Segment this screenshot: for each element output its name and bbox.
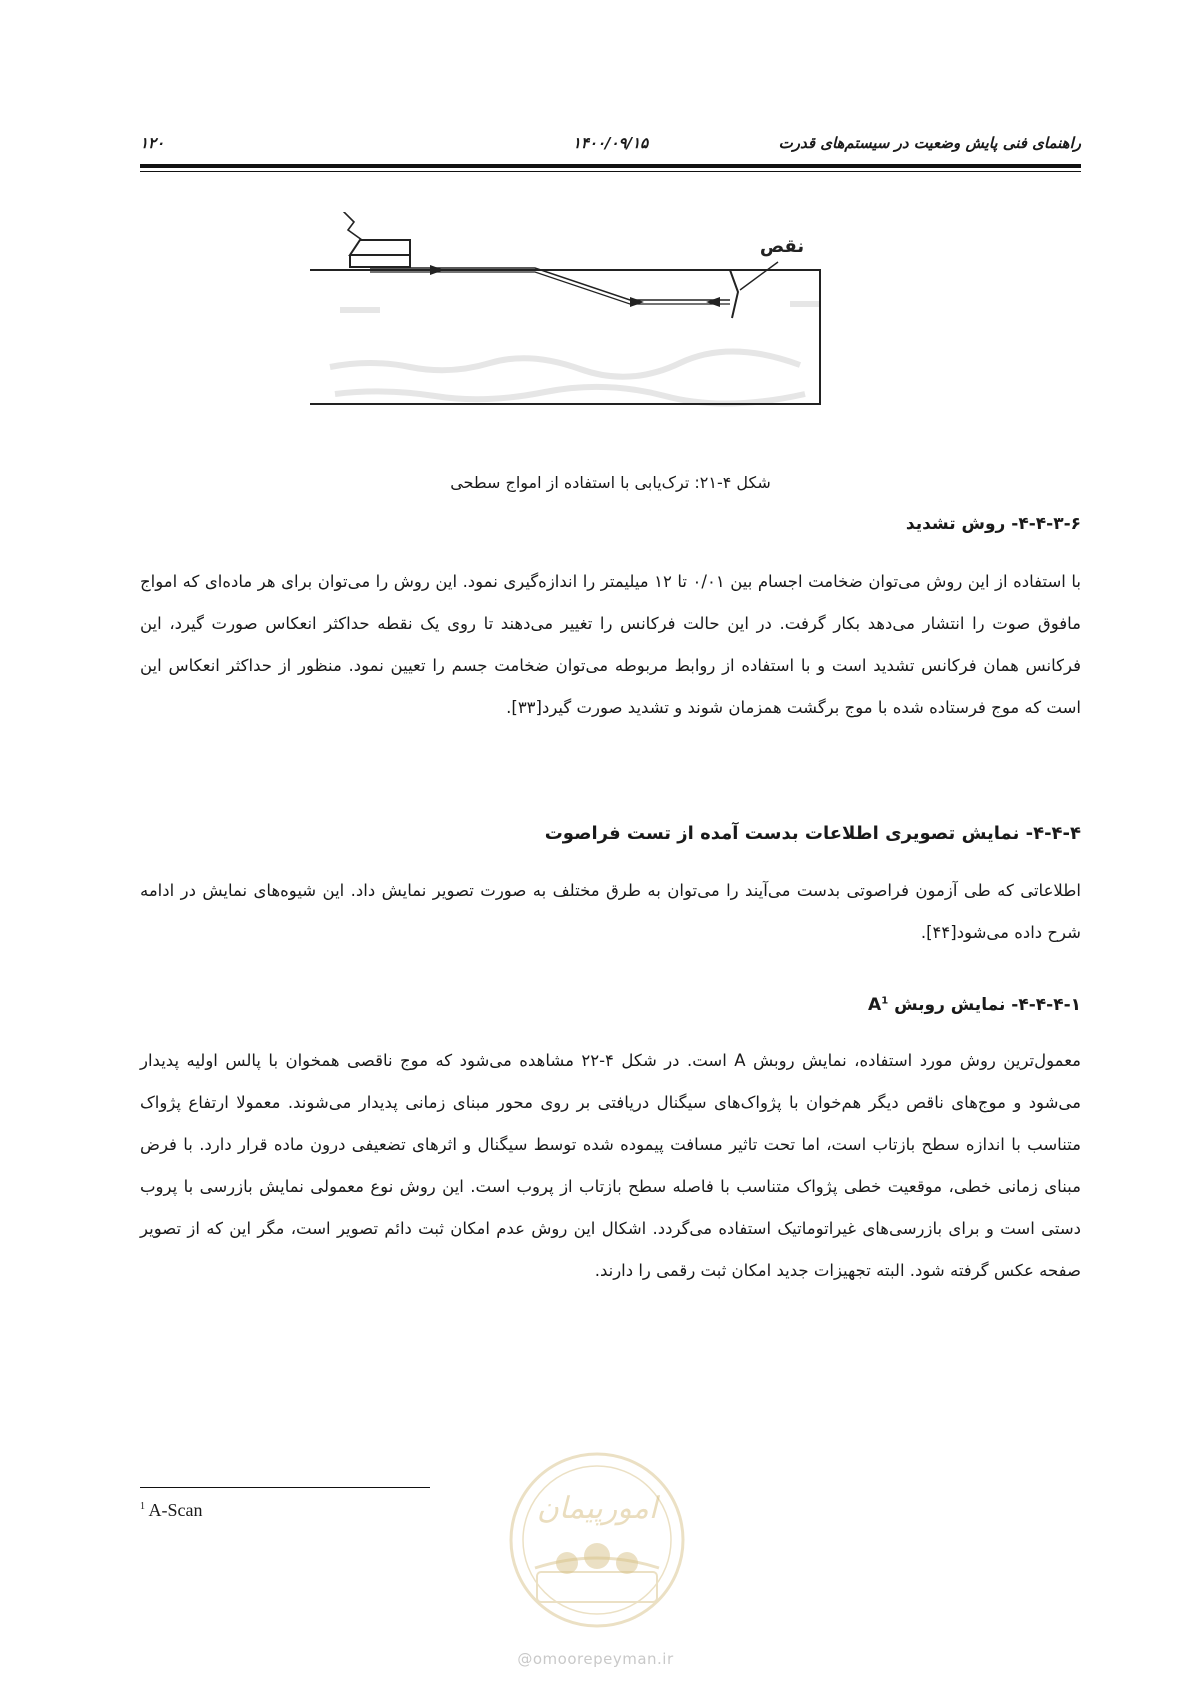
header-rule-thick: [140, 164, 1081, 168]
figure-illustration: [310, 212, 880, 452]
running-title: راهنمای فنی پایش وضعیت در سیستم‌های قدرت: [778, 134, 1081, 152]
footnote-ref: 1: [881, 995, 889, 1007]
header-rule-thin: [140, 171, 1081, 172]
page-number: ۱۲۰: [140, 134, 165, 152]
header-date: ۱۴۰۰/۰۹/۱۵: [572, 134, 649, 152]
section-heading-a-scan: [140, 995, 1081, 1015]
a-scan-heading-text: ۴-۴-۴-۱- نمایش روبش A: [868, 995, 1081, 1015]
figure-surface-wave-crack-detection: [310, 212, 880, 452]
section-heading-visual-display: ۴-۴-۴- نمایش تصویری اطلاعات بدست آمده از تست فراصوت: [544, 823, 1081, 844]
footnote-mark: 1: [140, 1501, 145, 1512]
page-header: [140, 128, 1081, 158]
watermark-site: @omoorepeyman.ir: [517, 1650, 674, 1668]
footnote-text: A-Scan: [148, 1500, 203, 1520]
paragraph-resonance: با استفاده از این روش می‌توان ضخامت اجسام بین ۰/۰۱ تا ۱۲ میلیمتر را اندازه‌گیری نمود. این روش را می‌توان برای هر ماده‌ای که امواج مافوق صوت را انتشار می‌دهد بکار گرفت. در این حالت فرکانس را تغییر می‌دهند تا روی یک نقطه حداکثر انعکاس صورت گیرد، این فرکانس همان فرکانس تشدید است و با استفاده از روابط مربوطه می‌توان ضخامت جسم را تعیین نمود. منظور از حداکثر انعکاس این است که موج فرستاده شده با موج برگشت همزمان شوند و تشدید صورت گیرد[۳۳].: [140, 572, 1081, 717]
watermark-logo-text: امورپیمان: [536, 1491, 658, 1526]
paragraph-a-scan: معمول‌ترین روش مورد استفاده، نمایش روبش A است. در شکل ۴-۲۲ مشاهده می‌شود که موج ناقصی همخوان با پالس اولیه پدیدار می‌شود و موج‌های ناقص دیگر هم‌خوان با پژواک‌های سیگنال دریافتی بر روی محور مبنای زمانی پدیدار می‌شوند. معمولا ارتفاع پژواک متناسب با اندازه سطح بازتاب است، اما تحت تاثیر مسافت پیموده شده توسط سیگنال و اثرهای تضعیفی درون ماده قرار دارد. با فرض مبنای زمانی خطی، موقعیت خطی پژواک متناسب با فاصله سطح بازتاب از پروب است. این روش نوع معمولی نمایش بازرسی با پروب دستی است و برای بازرسی‌های غیراتوماتیک استفاده می‌گردد. اشکال این روش عدم امکان ثبت دائم تصویر است، مگر این که از تصویر صفحه عکس گرفته شود. البته تجهیزات جدید امکان ثبت رقمی را دارند.: [140, 1051, 1082, 1280]
footnote: [140, 1500, 203, 1521]
watermark-logo: [505, 1448, 689, 1632]
defect-label: نقص: [759, 236, 805, 257]
section-heading-resonance: ۴-۴-۳-۶- روش تشدید: [905, 514, 1081, 534]
footnote-rule: [140, 1487, 430, 1488]
paragraph-visual-display: اطلاعاتی که طی آزمون فراصوتی بدست می‌آیند را می‌توان به طرق مختلف به صورت تصویر نمایش داد. این شیوه‌های نمایش در ادامه شرح داده می‌شود[۴۴].: [140, 881, 1081, 942]
probe-shoe: [350, 240, 410, 255]
figure-caption: شکل ۴-۲۱: ترک‌یابی با استفاده از امواج سطحی: [450, 473, 771, 492]
